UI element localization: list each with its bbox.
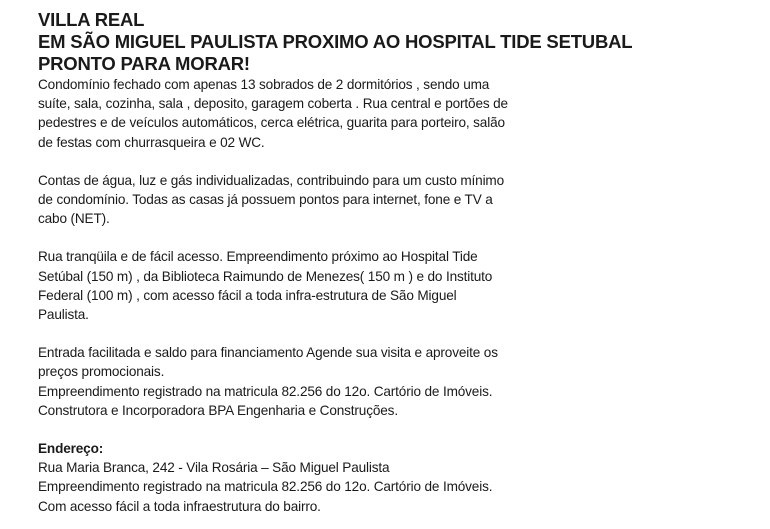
document xyxy=(38,9,758,516)
headline-status: PRONTO PARA MORAR! xyxy=(38,53,250,74)
text-line: Paulista. xyxy=(38,307,89,323)
address-registration: Empreendimento registrado na matricula 82.256 do 12o. Cartório de Imóveis. xyxy=(38,479,493,495)
address-street: Rua Maria Branca, 242 - Vila Rosária – São Miguel Paulista xyxy=(38,460,390,476)
headline-location: EM SÃO MIGUEL PAULISTA PROXIMO AO HOSPITAL TIDE SETUBAL xyxy=(38,31,633,52)
text-line: Entrada facilitada e saldo para financiamento Agende sua visita e aproveite os xyxy=(38,345,498,361)
description xyxy=(38,75,758,516)
text-line: Construtora e Incorporadora BPA Engenharia e Construções. xyxy=(38,402,398,418)
headline-title: VILLA REAL xyxy=(38,9,145,30)
paragraph-financing xyxy=(38,343,758,420)
address-access: Com acesso fácil a toda infraestrutura do bairro. xyxy=(38,498,321,514)
text-line: pedestres e de veículos automáticos, cerca elétrica, guarita para porteiro, salão xyxy=(38,115,505,131)
text-line: de festas com churrasqueira e 02 WC. xyxy=(38,134,265,150)
headline xyxy=(38,9,758,75)
text-line: cabo (NET). xyxy=(38,211,110,227)
text-line: Rua tranqüila e de fácil acesso. Empreendimento próximo ao Hospital Tide xyxy=(38,249,478,265)
text-line: preços promocionais. xyxy=(38,364,165,380)
text-line: Condomínio fechado com apenas 13 sobrados de 2 dormitórios , sendo uma xyxy=(38,77,490,92)
text-line: de condomínio. Todas as casas já possuem pontos para internet, fone e TV a xyxy=(38,192,493,208)
text-line: Empreendimento registrado na matricula 82.256 do 12o. Cartório de Imóveis. xyxy=(38,383,493,399)
text-line: Contas de água, luz e gás individualizadas, contribuindo para um custo mínimo xyxy=(38,172,505,188)
paragraph-location xyxy=(38,247,758,324)
text-line: Setúbal (150 m) , da Biblioteca Raimundo de Menezes( 150 m ) e do Instituto xyxy=(38,268,493,284)
text-line: suíte, sala, cozinha, sala , deposito, garagem coberta . Rua central e portões de xyxy=(38,96,508,112)
text-line: Federal (100 m) , com acesso fácil a toda infra-estrutura de São Miguel xyxy=(38,287,457,303)
paragraph-utilities xyxy=(38,171,758,229)
paragraph-features xyxy=(38,75,758,152)
address-label: Endereço: xyxy=(38,441,104,457)
address-block xyxy=(38,439,758,516)
